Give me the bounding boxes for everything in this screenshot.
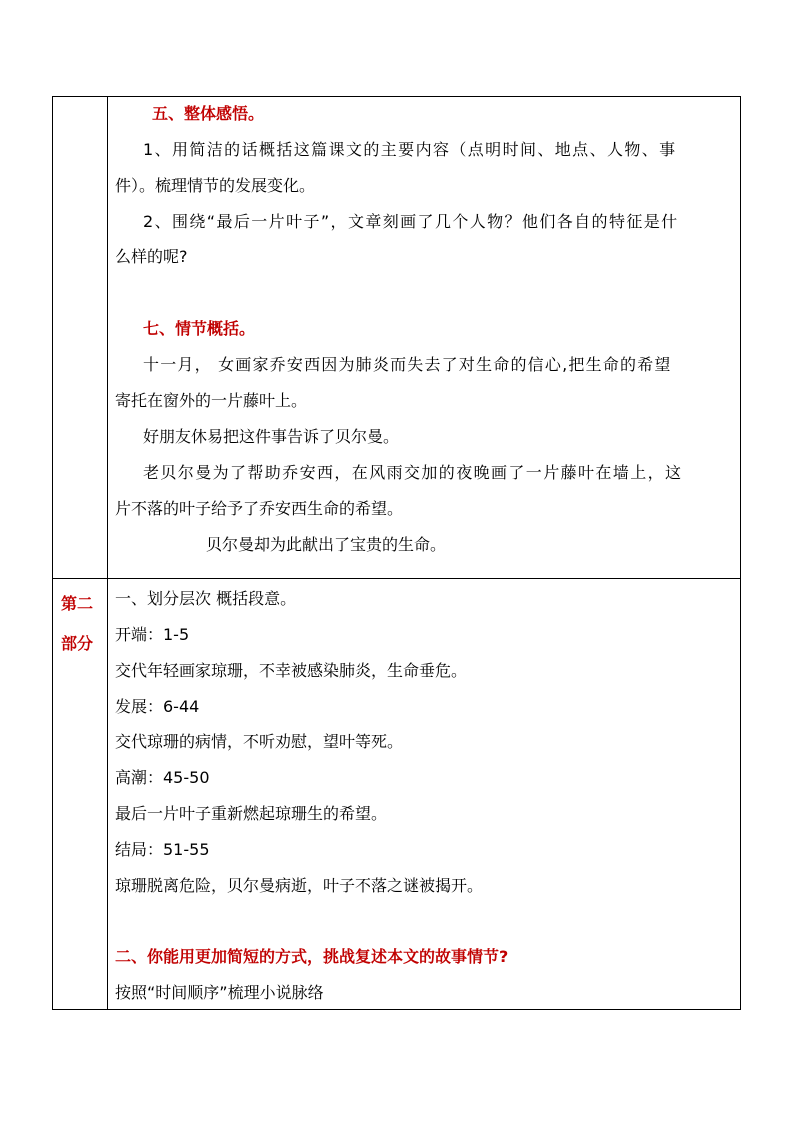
- summary-para3-line1: 老贝尔曼为了帮助乔安西，在风雨交加的夜晚画了一片藤叶在墙上，这: [143, 463, 683, 482]
- stage-climax: 高潮：45-50: [115, 768, 210, 787]
- stage-ending: 结局：51-55: [115, 840, 210, 859]
- heading-5: 五、整体感悟。: [152, 104, 265, 123]
- table-top-border: [52, 96, 741, 97]
- summary-para4: 贝尔曼却为此献出了宝贵的生命。: [206, 535, 447, 554]
- row-divider: [52, 578, 741, 579]
- stage-climax-desc: 最后一片叶子重新燃起琼珊生的希望。: [115, 804, 388, 823]
- table-right-border: [740, 96, 741, 1010]
- summary-para1-line2: 寄托在窗外的一片藤叶上。: [115, 391, 308, 410]
- table-left-border: [52, 96, 53, 1010]
- part2-label-line2: 部分: [61, 634, 94, 653]
- summary-para1-line1: 十一月， 女画家乔安西因为肺炎而失去了对生命的信心,把生命的希望: [143, 355, 672, 374]
- part2-item1: 一、划分层次 概括段意。: [115, 589, 297, 608]
- stage-development-desc: 交代琼珊的病情，不听劝慰，望叶等死。: [115, 732, 404, 751]
- stage-opening-desc: 交代年轻画家琼珊，不幸被感染肺炎，生命垂危。: [115, 661, 468, 680]
- table-bottom-border: [52, 1009, 741, 1010]
- question-2-line1: 2、围绕“最后一片叶子”，文章刻画了几个人物？他们各自的特征是什: [143, 212, 679, 231]
- question-1-line1: 1、用简洁的话概括这篇课文的主要内容（点明时间、地点、人物、事: [143, 140, 677, 159]
- stage-development: 发展：6-44: [115, 697, 200, 716]
- stage-opening: 开端：1-5: [115, 625, 190, 644]
- question-2-line2: 么样的呢?: [115, 247, 188, 266]
- part2-item2-desc: 按照“时间顺序”梳理小说脉络: [115, 983, 324, 1002]
- summary-para2: 好朋友休易把这件事告诉了贝尔曼。: [143, 427, 400, 446]
- stage-ending-desc: 琼珊脱离危险，贝尔曼病逝，叶子不落之谜被揭开。: [115, 876, 484, 895]
- heading-7: 七、情节概括。: [143, 319, 256, 338]
- part2-item2: 二、你能用更加简短的方式，挑战复述本文的故事情节?: [115, 947, 509, 966]
- question-1-line2: 件）。梳理情节的发展变化。: [115, 176, 316, 195]
- column-divider: [107, 96, 108, 1010]
- summary-para3-line2: 片不落的叶子给予了乔安西生命的希望。: [115, 499, 404, 518]
- part2-label-line1: 第二: [61, 594, 94, 613]
